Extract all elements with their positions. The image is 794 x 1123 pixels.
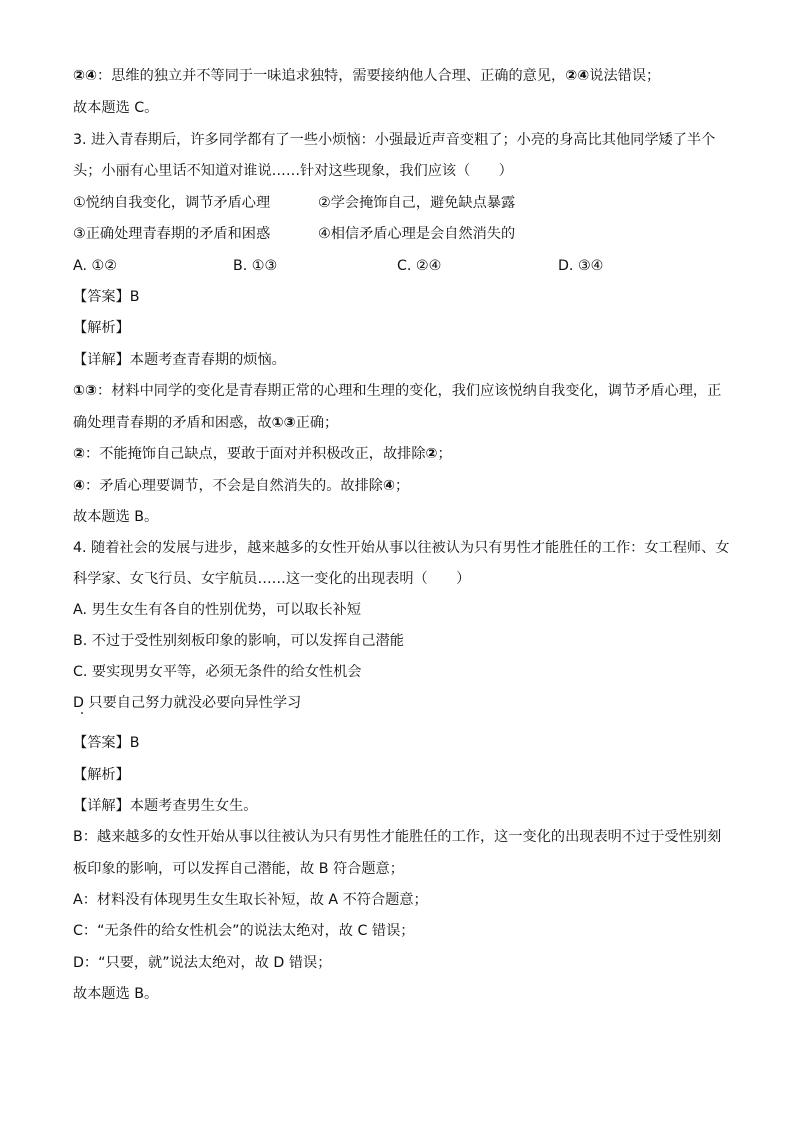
q4-stem-line-1: 4. 随着社会的发展与进步，越来越多的女性开始从事以往被认为只有男性才能胜任的工作：女工程师、女	[73, 540, 730, 556]
q4-option-b: B. 不过于受性别刻板印象的影响，可以发挥自己潜能	[73, 633, 404, 649]
q4-analysis-label: 【解析】	[73, 767, 130, 783]
q4-conclusion: 故本题选 B。	[73, 986, 159, 1002]
q4-explanation-c: C：“无条件的给女性机会”的说法太绝对，故 C 错误；	[73, 923, 415, 939]
q3-item-2: ②学会掩饰自己，避免缺点暴露	[318, 195, 516, 211]
stray-dot-mark	[81, 712, 83, 714]
bold-marker: ④	[73, 478, 86, 494]
bold-marker: ②④	[565, 68, 590, 84]
q4-explanation-d: D：“只要，就”说法太绝对，故 D 错误；	[73, 955, 332, 971]
q4-explanation-b-2: 板印象的影响，可以发挥自己潜能，故 B 符合题意；	[73, 861, 404, 877]
q3-answer: 【答案】B	[73, 289, 140, 305]
bold-marker: ②	[73, 446, 86, 462]
text: ：不能掩饰自己缺点，要敢于面对并积极改正，故排除	[85, 446, 426, 462]
text: 说法错误；	[589, 68, 661, 84]
q4-stem-line-2: 科学家、女飞行员、女宇航员……这一变化的出现表明（ ）	[73, 571, 471, 587]
q3-detail: 【详解】本题考查青春期的烦恼。	[73, 352, 286, 368]
text: ：材料中同学的变化是青春期正常的心理和生理的变化，我们应该悦纳自我变化，调节矛盾心理，正	[97, 383, 722, 399]
q3-item-3: ③正确处理青春期的矛盾和困惑	[73, 226, 271, 242]
text: 确处理青春期的矛盾和困惑，故	[73, 415, 272, 431]
q4-explanation-a: A：材料没有体现男生女生取长补短，故 A 不符合题意；	[73, 892, 428, 908]
q4-option-a: A. 男生女生有各自的性别优势，可以取长补短	[73, 602, 362, 618]
q4-explanation-b: B：越来越多的女性开始从事以往被认为只有男性才能胜任的工作，这一变化的出现表明不过于受性别刻	[73, 829, 722, 845]
q3-explanation-1	[73, 381, 721, 401]
text: ：思维的独立并不等同于一味追求独特，需要接纳他人合理、正确的意见，	[97, 68, 566, 84]
prev-conclusion: 故本题选 C。	[73, 100, 159, 116]
bold-marker: ②④	[73, 68, 98, 84]
q3-stem-line-2: 头；小丽有心里话不知道对谁说……针对这些现象，我们应该（ ）	[73, 163, 513, 179]
prev-explanation-line	[73, 66, 660, 86]
bold-marker: ①③	[271, 415, 296, 431]
q4-answer: 【答案】B	[73, 735, 140, 751]
bold-marker: ①③	[73, 383, 98, 399]
text: ；	[394, 478, 410, 494]
text: ；	[437, 446, 452, 462]
bold-marker: ②	[425, 446, 438, 462]
q3-conclusion: 故本题选 B。	[73, 509, 159, 525]
q4-detail: 【详解】本题考查男生女生。	[73, 798, 258, 814]
q3-item-4: ④相信矛盾心理是会自然消失的	[318, 226, 516, 242]
q3-explanation-1b	[73, 413, 338, 433]
bold-marker: ④	[382, 478, 395, 494]
q3-option-a: A. ①②	[73, 258, 117, 274]
q3-option-b: B. ①③	[233, 258, 278, 274]
text: 正确；	[295, 415, 339, 431]
q3-explanation-2	[73, 444, 452, 464]
q3-stem-line-1: 3. 进入青春期后，许多同学都有了一些小烦恼：小强最近声音变粗了；小亮的身高比其他同学矮了半个	[73, 132, 716, 148]
q3-item-1: ①悦纳自我变化，调节矛盾心理	[73, 195, 271, 211]
q3-option-d: D. ③④	[558, 258, 604, 274]
q4-option-d: D 只要自己努力就没必要向异性学习	[73, 695, 302, 711]
q3-option-c: C. ②④	[397, 258, 442, 274]
q3-analysis-label: 【解析】	[73, 320, 130, 336]
q4-option-c: C. 要实现男女平等，必须无条件的给女性机会	[73, 664, 362, 680]
text: ：矛盾心理要调节，不会是自然消失的。故排除	[85, 478, 383, 494]
q3-explanation-3	[73, 476, 409, 496]
